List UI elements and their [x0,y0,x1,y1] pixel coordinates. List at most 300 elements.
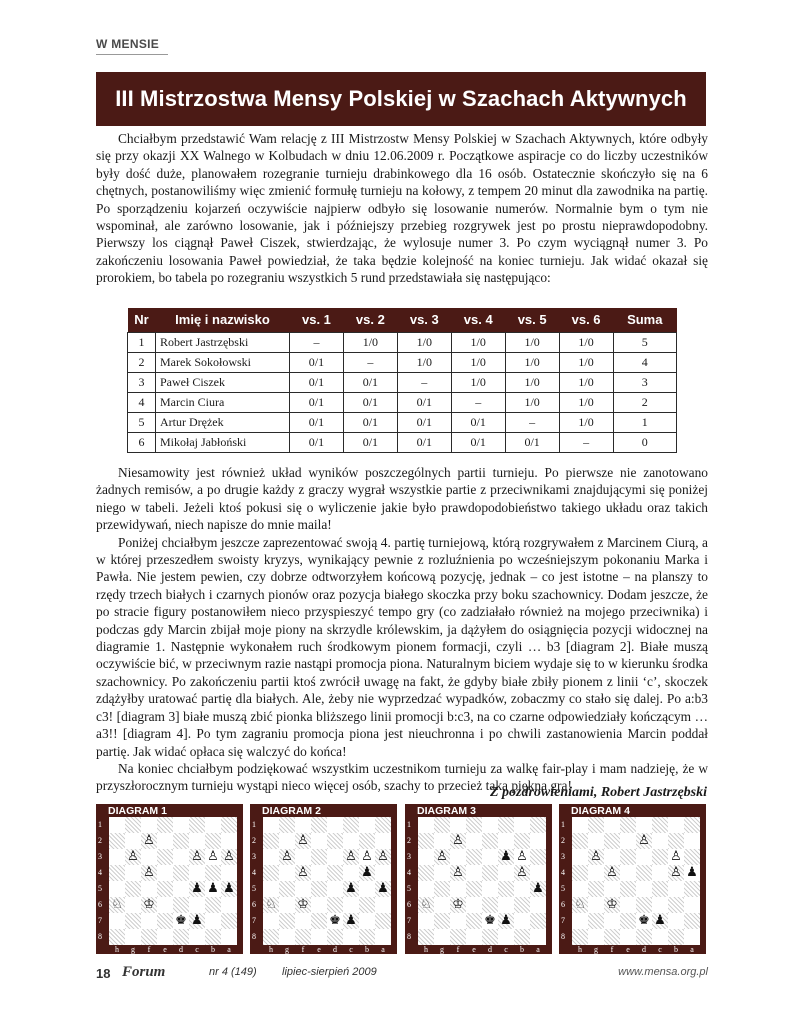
chess-piece-icon: ♙ [297,865,309,880]
board-square [684,817,700,833]
file-label: d [642,945,646,954]
board-square [514,913,530,929]
board-square [327,865,343,881]
board-square [668,817,684,833]
board-square [263,913,279,929]
board-square [450,817,466,833]
chess-board [418,817,546,945]
table-cell: – [397,372,451,392]
file-label: c [658,945,662,954]
board-square [434,929,450,945]
file-label: g [131,945,135,954]
rank-label: 3 [407,852,411,861]
board-square [482,833,498,849]
header-sum: Suma [613,308,676,332]
file-label: d [179,945,183,954]
board-square [418,849,434,865]
board-square [588,913,604,929]
board-square [125,833,141,849]
chess-piece-icon: ♟ [532,881,544,896]
file-label: f [147,945,151,954]
chess-board [109,817,237,945]
table-row [128,412,677,432]
board-square [359,897,375,913]
board-square [359,865,375,881]
rank-label: 4 [407,868,411,877]
board-square [343,865,359,881]
chess-piece-icon: ♙ [590,849,602,864]
brand-logo: Forum [122,964,166,980]
table-cell: 1/0 [505,352,559,372]
chess-piece-icon: ♟ [361,865,373,880]
table-cell: 0/1 [343,392,397,412]
chess-piece-icon: ♙ [143,833,155,848]
board-square [418,897,434,913]
board-square [668,881,684,897]
diagram-label: DIAGRAM 3 [417,805,476,817]
title-banner [96,72,706,126]
board-square [125,913,141,929]
board-square [636,913,652,929]
board-square [418,817,434,833]
board-square [482,849,498,865]
table-cell: 2 [128,352,156,372]
chess-piece-icon: ♟ [345,881,357,896]
rank-label: 5 [98,884,102,893]
board-square [173,817,189,833]
table-cell: Mikołaj Jabłoński [156,432,290,452]
board-square [466,833,482,849]
diagram-label: DIAGRAM 2 [262,805,321,817]
board-square [189,929,205,945]
table-cell: 1/0 [505,392,559,412]
board-square [668,849,684,865]
board-square [375,929,391,945]
board-square [359,929,375,945]
board-square [636,849,652,865]
board-square [450,849,466,865]
table-cell: – [290,332,344,352]
issue-date: lipiec-sierpień 2009 [282,966,377,978]
table-cell: Robert Jastrzębski [156,332,290,352]
board-square [588,865,604,881]
board-square [125,881,141,897]
rank-label: 2 [98,836,102,845]
board-square [514,865,530,881]
file-label: e [317,945,321,954]
board-square [482,897,498,913]
file-label: g [594,945,598,954]
rank-label: 5 [561,884,565,893]
board-square [588,881,604,897]
board-square [450,865,466,881]
board-square [572,881,588,897]
board-square [514,817,530,833]
table-cell: 0/1 [505,432,559,452]
board-square [418,833,434,849]
table-cell: 5 [613,332,676,352]
table-cell: 1/0 [559,372,613,392]
table-cell: 0/1 [290,352,344,372]
board-square [530,913,546,929]
file-label: h [115,945,119,954]
board-square [418,913,434,929]
board-square [295,881,311,897]
board-square [514,881,530,897]
board-square [189,913,205,929]
board-square [572,897,588,913]
board-square [652,929,668,945]
table-cell: 0/1 [451,412,505,432]
board-square [652,897,668,913]
board-square [205,833,221,849]
board-square [109,833,125,849]
board-square [572,913,588,929]
diagram-label: DIAGRAM 1 [108,805,167,817]
board-square [279,849,295,865]
header-nr: Nr [128,308,156,332]
chess-diagram-2 [250,804,397,954]
table-cell: 4 [128,392,156,412]
board-square [530,865,546,881]
chess-piece-icon: ♚ [638,913,650,928]
table-cell: 1/0 [451,372,505,392]
table-cell: 0/1 [290,372,344,392]
table-cell: 1 [613,412,676,432]
file-label: e [626,945,630,954]
chess-piece-icon: ♙ [670,865,682,880]
board-square [588,897,604,913]
rank-label: 6 [561,900,565,909]
board-square [221,849,237,865]
table-cell: 6 [128,432,156,452]
board-square [157,881,173,897]
table-cell: 0 [613,432,676,452]
board-square [668,913,684,929]
table-cell: 1 [128,332,156,352]
board-square [311,817,327,833]
table-cell: 0/1 [290,432,344,452]
board-square [109,929,125,945]
table-row [128,352,677,372]
article-title: III Mistrzostwa Mensy Polskiej w Szachach Aktywnych [115,86,687,111]
board-square [295,913,311,929]
chess-piece-icon: ♔ [143,897,155,912]
file-label: a [227,945,231,954]
board-square [530,817,546,833]
chess-piece-icon: ♙ [516,849,528,864]
board-square [498,865,514,881]
paragraph: Poniżej chciałbym jeszcze zaprezentować swoją 4. partię turniejową, którą rozgrywałem z Marcinem Ciurą, a w której przeszedłem swoisty kryzys, wynikający pewnie z rozluźnienia po wcześniejszym pokonaniu Marka i Pawła. Nie jestem pewien, czy dobrze odtworzyłem końcową pozycję, jednak – co jest istotne – na planszy to rzędy trzech białych i czarnych pionów oraz pozycja białego skoczka przy boku szachownicy. Dodam jeszcze, że po stracie figury postanowiłem nieco przyspieszyć tempo gry (co zadziałało również na mojego przeciwnika) i podczas gdy Marcin zbijał moje piony na skrzydle królewskim, ja dążyłem do osiągnięcia pozycji widocznej na diagramie 1. Następnie wykonałem ruch środkowym pionem formacji, czyli … b3 [diagram 2]. Białe muszą oczywiście bić, w przeciwnym razie nastąpi promocja piona. Naturalnym biciem wydaje się to w kierunku środka szachownicy. Po zakończeniu partii ktoś zwrócił uwagę na fakt, że gdyby białe zbiły pionem z linii ‘c’, skoczek zdążyłby uratować partię dla białych. Ale, żeby nie wyprzedzać wypadków, zobaczmy co stało się dalej. Po a:b3 c3! [diagram 3] białe muszą zbić pionka bliższego linii promocji b:c3, na co czarne odpowiedziały kończącym … a3!! [diagram 4]. Po tym zagraniu promocja piona jest nieuchronna i po chwili zastanowienia Marcin poddał partię. Jak widać opłaca się walczyć do końca! [96,534,708,759]
board-square [221,913,237,929]
board-square [205,849,221,865]
chess-piece-icon: ♙ [223,849,235,864]
board-square [157,865,173,881]
board-square [434,817,450,833]
board-square [109,849,125,865]
board-square [450,929,466,945]
table-cell: 3 [128,372,156,392]
file-label: f [610,945,614,954]
board-square [157,817,173,833]
chess-piece-icon: ♟ [345,913,357,928]
table-cell: – [343,352,397,372]
rank-label: 1 [98,820,102,829]
board-square [189,817,205,833]
table-cell: Marek Sokołowski [156,352,290,372]
board-square [173,897,189,913]
rank-label: 2 [252,836,256,845]
table-cell: – [451,392,505,412]
header-vs1: vs. 1 [290,308,344,332]
board-square [652,817,668,833]
file-label: h [269,945,273,954]
board-square [327,897,343,913]
board-square [295,817,311,833]
file-labels [263,945,391,954]
chess-piece-icon: ♚ [175,913,187,928]
board-square [359,913,375,929]
board-square [604,833,620,849]
board-square [311,881,327,897]
chess-diagram-1 [96,804,243,954]
board-square [263,817,279,833]
file-label: h [424,945,428,954]
board-square [141,913,157,929]
table-row [128,332,677,352]
board-square [684,865,700,881]
board-square [263,833,279,849]
board-square [375,881,391,897]
board-square [482,881,498,897]
table-cell: 0/1 [451,432,505,452]
chess-piece-icon: ♚ [329,913,341,928]
chess-piece-icon: ♔ [297,897,309,912]
board-square [343,849,359,865]
board-square [530,849,546,865]
chess-piece-icon: ♙ [670,849,682,864]
chess-piece-icon: ♟ [686,865,698,880]
board-square [279,913,295,929]
board-square [141,929,157,945]
board-square [636,897,652,913]
board-square [141,833,157,849]
article-body [96,464,708,795]
table-cell: – [559,432,613,452]
table-cell: 1/0 [559,352,613,372]
board-square [572,929,588,945]
board-square [450,897,466,913]
board-square [588,833,604,849]
board-square [620,897,636,913]
board-square [189,897,205,913]
board-square [173,881,189,897]
chess-piece-icon: ♙ [191,849,203,864]
table-cell: – [505,412,559,432]
board-square [588,849,604,865]
chess-piece-icon: ♟ [500,913,512,928]
board-square [311,849,327,865]
board-square [604,897,620,913]
board-square [327,929,343,945]
board-square [359,833,375,849]
chess-piece-icon: ♙ [452,865,464,880]
board-square [221,833,237,849]
chess-piece-icon: ♟ [191,881,203,896]
board-square [295,849,311,865]
board-square [375,913,391,929]
file-labels [109,945,237,954]
board-square [636,881,652,897]
rank-label: 5 [252,884,256,893]
board-square [125,897,141,913]
board-square [482,817,498,833]
chess-piece-icon: ♟ [377,881,389,896]
board-square [604,849,620,865]
table-cell: 1/0 [505,372,559,392]
chess-piece-icon: ♙ [143,865,155,880]
header-vs6: vs. 6 [559,308,613,332]
chess-piece-icon: ♙ [606,865,618,880]
table-row [128,372,677,392]
board-square [434,913,450,929]
board-square [327,913,343,929]
board-square [295,865,311,881]
chess-piece-icon: ♟ [654,913,666,928]
rank-label: 7 [407,916,411,925]
board-square [530,929,546,945]
board-square [450,913,466,929]
chess-piece-icon: ♙ [281,849,293,864]
paragraph: Niesamowity jest również układ wyników poszczególnych partii turnieju. Po pierwsze nie zanotowano żadnych remisów, a po drugie każdy z graczy wygrał wszystkie partie z przeciwnikami znajdującymi się poniżej niego w tabeli. Jeżeli ktoś pokusi się o wyliczenie jakie było prawdopodobieństwo takiego układu oraz takich przewidywań, niech napisze do mnie maila! [96,465,708,533]
board-square [205,865,221,881]
intro-text [96,130,708,287]
board-square [189,833,205,849]
board-square [375,897,391,913]
board-square [205,913,221,929]
table-row [128,392,677,412]
rank-labels [561,817,571,945]
table-cell: 1/0 [397,352,451,372]
board-square [434,865,450,881]
board-square [189,849,205,865]
file-labels [418,945,546,954]
table-cell: 1/0 [451,352,505,372]
chess-piece-icon: ♘ [420,897,432,912]
page-footer [96,966,708,982]
board-square [343,833,359,849]
table-cell: 0/1 [397,412,451,432]
rank-label: 6 [407,900,411,909]
board-square [109,897,125,913]
board-square [375,849,391,865]
issue-number: nr 4 (149) [209,966,257,978]
chess-board [263,817,391,945]
board-square [311,913,327,929]
board-square [620,865,636,881]
board-square [620,913,636,929]
board-square [279,881,295,897]
board-square [205,881,221,897]
chess-piece-icon: ♔ [452,897,464,912]
rank-label: 2 [407,836,411,845]
chess-piece-icon: ♙ [516,865,528,880]
board-square [157,833,173,849]
board-square [157,929,173,945]
board-square [279,817,295,833]
chess-piece-icon: ♟ [223,881,235,896]
table-cell: 1/0 [451,332,505,352]
board-square [157,913,173,929]
board-square [327,881,343,897]
chess-piece-icon: ♙ [361,849,373,864]
board-square [263,865,279,881]
file-label: a [381,945,385,954]
board-square [684,849,700,865]
board-square [418,865,434,881]
paragraph: Na koniec chciałbym podziękować wszystkim uczestnikom turnieju za walkę fair-play i mam nadzieję, że w przyszłorocznym turnieju wystąpi nieco więcej osób, szachy to przecież taka piękna gra! [96,760,708,794]
chess-piece-icon: ♔ [606,897,618,912]
board-square [514,897,530,913]
table-cell: 1/0 [505,332,559,352]
rank-labels [252,817,262,945]
board-square [620,817,636,833]
file-label: g [285,945,289,954]
rank-label: 4 [252,868,256,877]
rank-label: 7 [252,916,256,925]
board-square [221,865,237,881]
board-square [530,833,546,849]
board-square [173,833,189,849]
board-square [205,897,221,913]
board-square [125,817,141,833]
table-cell: 0/1 [290,412,344,432]
table-cell: 1/0 [343,332,397,352]
chess-piece-icon: ♘ [574,897,586,912]
rank-labels [98,817,108,945]
board-square [359,881,375,897]
board-square [343,913,359,929]
rank-label: 5 [407,884,411,893]
chess-piece-icon: ♙ [452,833,464,848]
board-square [295,833,311,849]
board-square [482,913,498,929]
board-square [109,913,125,929]
board-square [125,865,141,881]
chess-piece-icon: ♚ [484,913,496,928]
file-label: c [504,945,508,954]
board-square [109,865,125,881]
table-cell: 0/1 [290,392,344,412]
rank-label: 8 [407,932,411,941]
board-square [343,929,359,945]
diagram-label: DIAGRAM 4 [571,805,630,817]
board-square [311,833,327,849]
file-label: f [301,945,305,954]
board-square [572,833,588,849]
chess-piece-icon: ♟ [191,913,203,928]
chess-piece-icon: ♘ [111,897,123,912]
chess-piece-icon: ♟ [207,881,219,896]
rank-label: 8 [252,932,256,941]
board-square [109,817,125,833]
table-cell: 0/1 [343,372,397,392]
board-square [263,881,279,897]
board-square [221,897,237,913]
table-cell: 1/0 [397,332,451,352]
board-square [530,897,546,913]
page-number: 18 [96,966,111,981]
